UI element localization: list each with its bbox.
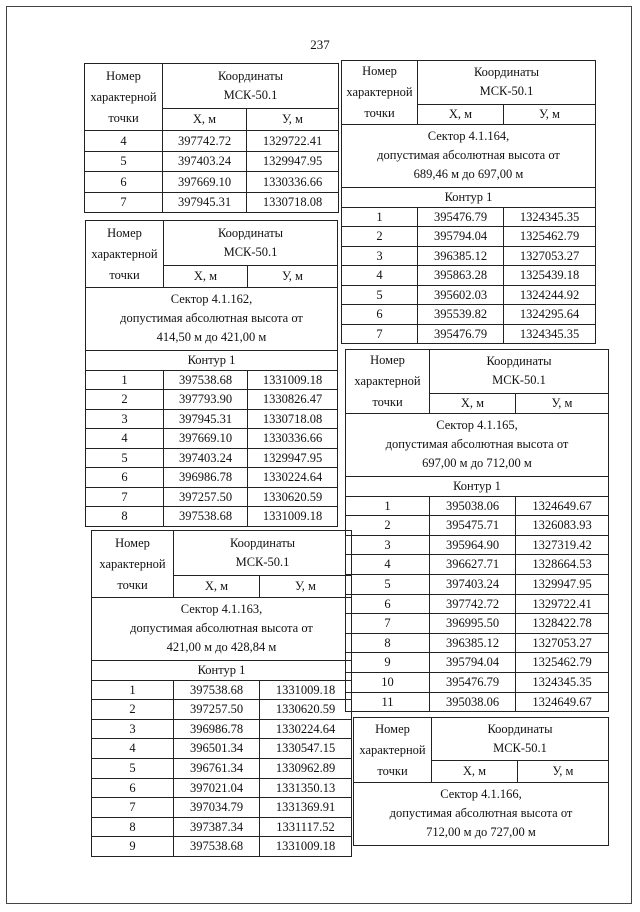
table-row <box>86 409 338 429</box>
coordinates-table <box>91 530 352 857</box>
point-number-cell: 4 <box>86 429 164 449</box>
y-coordinate-cell: 1330962.89 <box>260 758 352 778</box>
y-coordinate-cell: 1327053.27 <box>516 633 609 653</box>
y-coordinate-cell: 1324345.35 <box>504 207 596 227</box>
y-coordinate-cell: 1331009.18 <box>260 837 352 857</box>
x-coordinate-cell: 397403.24 <box>430 574 516 594</box>
point-number-cell: 2 <box>86 390 164 410</box>
table-row <box>92 778 352 798</box>
point-number-cell: 6 <box>85 172 163 193</box>
point-header-line: характерной <box>90 89 157 104</box>
sector-description <box>86 288 338 351</box>
sector-line: Сектор 4.1.166, <box>440 787 522 801</box>
y-coordinate-cell: 1330826.47 <box>248 390 338 410</box>
x-coordinate-cell: 396986.78 <box>174 719 260 739</box>
x-coordinate-cell: 397021.04 <box>174 778 260 798</box>
table-row <box>85 151 339 172</box>
sector-description <box>342 125 596 188</box>
point-number-cell: 6 <box>92 778 174 798</box>
y-coordinate-cell: 1325462.79 <box>504 227 596 247</box>
point-number-header <box>346 350 430 414</box>
sector-line: допустимая абсолютная высота от <box>120 311 303 325</box>
x-coordinate-cell: 395038.06 <box>430 496 516 516</box>
y-coordinate-cell: 1325462.79 <box>516 653 609 673</box>
y-coordinate-cell: 1324244.92 <box>504 285 596 305</box>
table-row <box>86 370 338 390</box>
x-coordinate-cell: 395475.71 <box>430 516 516 536</box>
y-column-header: У, м <box>518 761 609 783</box>
point-header-line: характерной <box>354 374 421 388</box>
table-row <box>346 633 609 653</box>
x-coordinate-cell: 396995.50 <box>430 614 516 634</box>
y-coordinate-cell: 1330718.08 <box>248 409 338 429</box>
table-row <box>346 555 609 575</box>
point-number-cell: 4 <box>85 131 163 152</box>
table-row <box>346 594 609 614</box>
x-coordinate-cell: 397945.31 <box>163 192 247 213</box>
y-coordinate-cell: 1330336.66 <box>248 429 338 449</box>
x-column-header: Х, м <box>164 266 248 288</box>
point-number-cell: 5 <box>85 151 163 172</box>
table-row <box>346 535 609 555</box>
point-number-cell: 4 <box>92 739 174 759</box>
point-header-line: Номер <box>107 225 142 240</box>
point-number-cell: 5 <box>346 574 430 594</box>
sector-description <box>92 598 352 661</box>
y-coordinate-cell: 1324649.67 <box>516 496 609 516</box>
point-number-cell: 5 <box>86 448 164 468</box>
x-coordinate-cell: 396627.71 <box>430 555 516 575</box>
x-coordinate-cell: 395794.04 <box>430 653 516 673</box>
table-row <box>346 653 609 673</box>
y-coordinate-cell: 1330718.08 <box>247 192 339 213</box>
point-number-cell: 3 <box>342 246 418 266</box>
table-row <box>86 487 338 507</box>
coord-header-line: Координаты <box>229 536 296 550</box>
table-row <box>346 516 609 536</box>
point-number-cell: 7 <box>85 192 163 213</box>
sector-line: 414,50 м до 421,00 м <box>156 330 267 344</box>
x-coordinate-cell: 397387.34 <box>174 817 260 837</box>
y-coordinate-cell: 1327319.42 <box>516 535 609 555</box>
coordinates-table <box>345 349 609 712</box>
x-coordinate-cell: 395476.79 <box>430 672 516 692</box>
point-number-cell: 6 <box>86 468 164 488</box>
point-number-cell: 8 <box>346 633 430 653</box>
x-column-header: Х, м <box>174 576 260 598</box>
x-column-header: Х, м <box>430 393 516 413</box>
y-coordinate-cell: 1329722.41 <box>247 131 339 152</box>
table-row <box>92 798 352 818</box>
y-coordinate-cell: 1325439.18 <box>504 266 596 286</box>
x-coordinate-cell: 395964.90 <box>430 535 516 555</box>
table-row <box>346 614 609 634</box>
coord-header-line: Координаты <box>473 65 540 80</box>
x-coordinate-cell: 397742.72 <box>430 594 516 614</box>
contour-label: Контур 1 <box>342 188 596 208</box>
x-coordinate-cell: 395476.79 <box>418 207 504 227</box>
point-header-line: характерной <box>91 246 158 261</box>
sector-description <box>354 783 609 846</box>
x-coordinate-cell: 395539.82 <box>418 305 504 325</box>
y-coordinate-cell: 1331009.18 <box>260 680 352 700</box>
x-coordinate-cell: 397742.72 <box>163 131 247 152</box>
point-number-cell: 6 <box>346 594 430 614</box>
coordinates-table <box>341 60 596 344</box>
point-header-line: точки <box>364 106 395 120</box>
y-coordinate-cell: 1328422.78 <box>516 614 609 634</box>
y-coordinate-cell: 1331117.52 <box>260 817 352 837</box>
sector-line: 689,46 м до 697,00 м <box>413 167 524 181</box>
table-row <box>342 266 596 286</box>
x-coordinate-cell: 397538.68 <box>174 680 260 700</box>
contour-label: Контур 1 <box>86 351 338 371</box>
point-number-cell: 5 <box>342 285 418 305</box>
point-number-cell: 8 <box>92 817 174 837</box>
point-number-cell: 11 <box>346 692 430 712</box>
x-coordinate-cell: 395794.04 <box>418 227 504 247</box>
table-row <box>86 448 338 468</box>
x-coordinate-cell: 395863.28 <box>418 266 504 286</box>
table-row <box>342 227 596 247</box>
x-coordinate-cell: 396986.78 <box>164 468 248 488</box>
point-number-cell: 2 <box>92 700 174 720</box>
y-column-header: У, м <box>516 393 609 413</box>
point-number-cell: 1 <box>92 680 174 700</box>
x-coordinate-cell: 396385.12 <box>430 633 516 653</box>
point-number-cell: 8 <box>86 507 164 527</box>
x-coordinate-cell: 397669.10 <box>163 172 247 193</box>
y-coordinate-cell: 1331009.18 <box>248 370 338 390</box>
table-row <box>86 390 338 410</box>
y-column-header: У, м <box>247 109 339 131</box>
sector-line: 712,00 м до 727,00 м <box>426 825 536 839</box>
point-number-header <box>354 718 432 783</box>
coord-header-line: МСК-50.1 <box>493 741 547 755</box>
coordinates-header <box>164 221 338 266</box>
sector-line: допустимая абсолютная высота от <box>385 437 569 451</box>
table-row <box>86 429 338 449</box>
page-number: 237 <box>310 37 330 52</box>
point-number-cell: 4 <box>346 555 430 575</box>
point-number-cell: 4 <box>342 266 418 286</box>
x-coordinate-cell: 397538.68 <box>164 507 248 527</box>
coordinates-header <box>430 350 609 394</box>
sector-line: Сектор 4.1.165, <box>436 418 518 432</box>
y-coordinate-cell: 1331350.13 <box>260 778 352 798</box>
y-coordinate-cell: 1331009.18 <box>248 507 338 527</box>
point-number-cell: 10 <box>346 672 430 692</box>
table-row <box>342 324 596 344</box>
y-coordinate-cell: 1324649.67 <box>516 692 609 712</box>
point-number-cell: 3 <box>92 719 174 739</box>
contour-label: Контур 1 <box>92 661 352 681</box>
y-column-header: У, м <box>260 576 352 598</box>
y-column-header: У, м <box>504 104 596 124</box>
point-number-cell: 2 <box>342 227 418 247</box>
coordinates-table <box>85 220 338 527</box>
table-row <box>92 837 352 857</box>
x-coordinate-cell: 397538.68 <box>164 370 248 390</box>
table-row <box>85 172 339 193</box>
sector-line: допустимая абсолютная высота от <box>377 148 560 162</box>
point-number-cell: 7 <box>92 798 174 818</box>
point-header-line: точки <box>372 395 403 409</box>
point-header-line: Номер <box>362 64 397 78</box>
x-column-header: Х, м <box>163 109 247 131</box>
table-row <box>92 719 352 739</box>
point-header-line: Номер <box>370 353 405 367</box>
table-row <box>342 305 596 325</box>
table-row <box>86 468 338 488</box>
y-coordinate-cell: 1329947.95 <box>248 448 338 468</box>
y-column-header: У, м <box>248 266 338 288</box>
coord-header-line: МСК-50.1 <box>479 84 534 99</box>
y-coordinate-cell: 1327053.27 <box>504 246 596 266</box>
x-coordinate-cell: 395602.03 <box>418 285 504 305</box>
y-coordinate-cell: 1330224.64 <box>260 719 352 739</box>
x-coordinate-cell: 395476.79 <box>418 324 504 344</box>
coord-header-line: МСК-50.1 <box>235 555 290 569</box>
x-coordinate-cell: 397793.90 <box>164 390 248 410</box>
y-coordinate-cell: 1324345.35 <box>504 324 596 344</box>
table-row <box>342 246 596 266</box>
x-column-header: Х, м <box>432 761 518 783</box>
x-column-header: Х, м <box>418 104 504 124</box>
x-coordinate-cell: 396501.34 <box>174 739 260 759</box>
table-row <box>92 817 352 837</box>
point-number-cell: 1 <box>342 207 418 227</box>
y-coordinate-cell: 1330224.64 <box>248 468 338 488</box>
point-header-line: Номер <box>115 535 150 550</box>
x-coordinate-cell: 397257.50 <box>164 487 248 507</box>
point-header-line: Номер <box>375 721 410 736</box>
point-number-cell: 7 <box>346 614 430 634</box>
x-coordinate-cell: 397945.31 <box>164 409 248 429</box>
point-number-cell: 3 <box>346 535 430 555</box>
y-coordinate-cell: 1330547.15 <box>260 739 352 759</box>
point-number-cell: 1 <box>346 496 430 516</box>
sector-line: Сектор 4.1.164, <box>427 129 510 143</box>
coord-header-line: Координаты <box>487 722 553 736</box>
y-coordinate-cell: 1324345.35 <box>516 672 609 692</box>
y-coordinate-cell: 1331369.91 <box>260 798 352 818</box>
table-row <box>346 692 609 712</box>
coordinates-table <box>353 717 609 846</box>
point-number-cell: 9 <box>346 653 430 673</box>
point-number-cell: 5 <box>92 758 174 778</box>
x-coordinate-cell: 396385.12 <box>418 246 504 266</box>
sector-line: допустимая абсолютная высота от <box>130 621 313 635</box>
table-row <box>92 739 352 759</box>
point-number-cell: 7 <box>342 324 418 344</box>
point-number-cell: 6 <box>342 305 418 325</box>
coordinates-table <box>84 63 339 213</box>
coordinates-header <box>174 531 352 576</box>
x-coordinate-cell: 397034.79 <box>174 798 260 818</box>
table-row <box>342 285 596 305</box>
x-coordinate-cell: 397669.10 <box>164 429 248 449</box>
table-row <box>342 207 596 227</box>
point-number-cell: 1 <box>86 370 164 390</box>
x-coordinate-cell: 397257.50 <box>174 700 260 720</box>
coordinates-header <box>418 61 596 105</box>
coord-header-line: Координаты <box>486 354 552 369</box>
point-header-line: характерной <box>346 85 413 99</box>
table-row <box>85 131 339 152</box>
coord-header-line: Координаты <box>217 69 284 83</box>
sector-line: Сектор 4.1.162, <box>170 292 253 306</box>
y-coordinate-cell: 1330620.59 <box>260 700 352 720</box>
point-number-header <box>86 221 164 288</box>
coord-header-line: МСК-50.1 <box>223 245 278 259</box>
coord-header-line: МСК-50.1 <box>492 373 546 388</box>
y-coordinate-cell: 1329722.41 <box>516 594 609 614</box>
table-row <box>346 496 609 516</box>
coordinates-header <box>163 64 339 109</box>
x-coordinate-cell: 396761.34 <box>174 758 260 778</box>
y-coordinate-cell: 1326083.93 <box>516 516 609 536</box>
point-header-line: характерной <box>359 742 426 757</box>
y-coordinate-cell: 1329947.95 <box>247 151 339 172</box>
coord-header-line: МСК-50.1 <box>223 88 278 102</box>
point-header-line: точки <box>377 763 408 778</box>
sector-line: допустимая абсолютная высота от <box>389 806 573 820</box>
table-row <box>346 574 609 594</box>
sector-line: 421,00 м до 428,84 м <box>166 640 277 654</box>
point-number-header <box>85 64 163 131</box>
point-number-cell: 3 <box>86 409 164 429</box>
contour-label: Контур 1 <box>346 477 609 497</box>
table-row <box>346 672 609 692</box>
coordinates-header <box>432 718 609 761</box>
x-coordinate-cell: 397403.24 <box>164 448 248 468</box>
point-number-cell: 2 <box>346 516 430 536</box>
y-coordinate-cell: 1324295.64 <box>504 305 596 325</box>
table-row <box>92 700 352 720</box>
table-row <box>86 507 338 527</box>
point-number-header <box>342 61 418 125</box>
point-header-line: точки <box>117 577 148 592</box>
sector-description <box>346 414 609 477</box>
sector-line: Сектор 4.1.163, <box>180 602 263 616</box>
point-header-line: характерной <box>99 556 166 571</box>
y-coordinate-cell: 1330336.66 <box>247 172 339 193</box>
y-coordinate-cell: 1329947.95 <box>516 574 609 594</box>
point-number-header <box>92 531 174 598</box>
x-coordinate-cell: 397538.68 <box>174 837 260 857</box>
point-header-line: точки <box>109 267 140 282</box>
table-row <box>85 192 339 213</box>
point-number-cell: 7 <box>86 487 164 507</box>
point-header-line: Номер <box>106 68 141 83</box>
table-row <box>92 680 352 700</box>
point-header-line: точки <box>108 110 139 125</box>
y-coordinate-cell: 1330620.59 <box>248 487 338 507</box>
y-coordinate-cell: 1328664.53 <box>516 555 609 575</box>
point-number-cell: 9 <box>92 837 174 857</box>
x-coordinate-cell: 395038.06 <box>430 692 516 712</box>
table-row <box>92 758 352 778</box>
coord-header-line: Координаты <box>217 226 284 240</box>
sector-line: 697,00 м до 712,00 м <box>422 456 532 470</box>
x-coordinate-cell: 397403.24 <box>163 151 247 172</box>
